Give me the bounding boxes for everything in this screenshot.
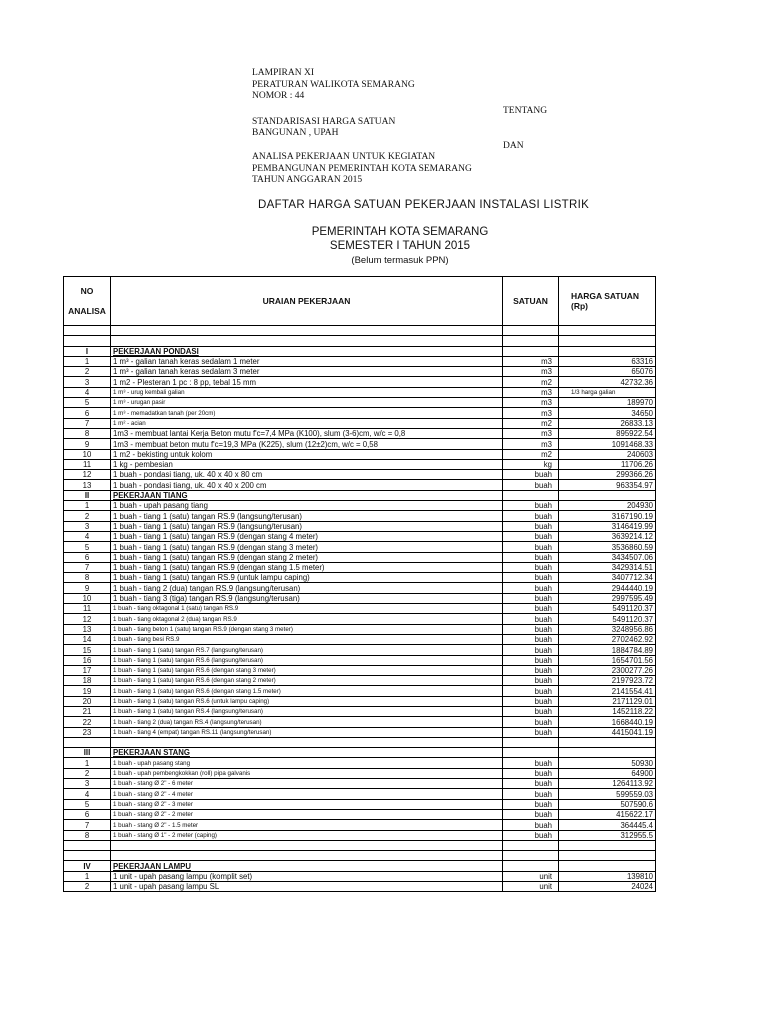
table-row xyxy=(64,439,656,449)
table-row xyxy=(64,686,656,696)
cell-val xyxy=(559,346,656,356)
cell-no: 13 xyxy=(64,624,111,634)
cell-unit: buah xyxy=(503,717,559,727)
cell-no: 17 xyxy=(64,665,111,675)
table-row xyxy=(64,470,656,480)
cell-unit: buah xyxy=(503,758,559,768)
cell-val: 1/3 harga galian xyxy=(559,387,656,397)
cell-desc xyxy=(111,336,503,346)
table-row xyxy=(64,717,656,727)
cell-val: 3536860.59 xyxy=(559,542,656,552)
cell-unit: buah xyxy=(503,593,559,603)
cell-unit: buah xyxy=(503,634,559,644)
cell-no: 15 xyxy=(64,645,111,655)
cell-unit: buah xyxy=(503,830,559,840)
header-line: PERATURAN WALIKOTA SEMARANG xyxy=(252,79,415,90)
cell-unit: m2 xyxy=(503,418,559,428)
cell-desc: PEKERJAAN LAMPU xyxy=(111,861,503,871)
table-row xyxy=(64,387,656,397)
cell-no: 5 xyxy=(64,799,111,809)
header-dan: DAN xyxy=(503,141,524,151)
table-row xyxy=(64,809,656,819)
cell-no: 14 xyxy=(64,634,111,644)
page-title: DAFTAR HARGA SATUAN PEKERJAAN INSTALASI LISTRIK xyxy=(258,199,590,211)
cell-desc: 1 m³ - urug kembali galian xyxy=(111,387,503,397)
cell-desc: 1 buah - tiang 1 (satu) tangan RS.6 (dengan stang 3 meter) xyxy=(111,665,503,675)
header-line: BANGUNAN , UPAH xyxy=(252,128,339,139)
cell-no: 1 xyxy=(64,758,111,768)
cell-no: 2 xyxy=(64,768,111,778)
cell-no: 1 xyxy=(64,356,111,366)
cell-unit: m2 xyxy=(503,449,559,459)
cell-desc: 1 unit - upah pasang lampu (komplit set) xyxy=(111,871,503,881)
cell-desc: 1 buah - tiang 1 (satu) tangan RS.9 (dengan stang 3 meter) xyxy=(111,542,503,552)
cell-unit: m3 xyxy=(503,398,559,408)
table-row xyxy=(64,428,656,438)
cell-unit: buah xyxy=(503,511,559,521)
cell-no: 7 xyxy=(64,562,111,572)
cell-no: 5 xyxy=(64,542,111,552)
cell-no: 10 xyxy=(64,593,111,603)
cell-unit xyxy=(503,748,559,758)
cell-no: 6 xyxy=(64,552,111,562)
cell-val: 2300277.26 xyxy=(559,665,656,675)
cell-unit: buah xyxy=(503,542,559,552)
header-line: LAMPIRAN XI xyxy=(252,68,315,78)
cell-val: 1668440.19 xyxy=(559,717,656,727)
cell-desc: 1 buah - upah pasang tiang xyxy=(111,501,503,511)
cell-val: 204930 xyxy=(559,501,656,511)
table-row xyxy=(64,542,656,552)
header-line: NOMOR : 44 xyxy=(252,91,305,102)
cell-val: 2141554.41 xyxy=(559,686,656,696)
cell-no: 11 xyxy=(64,459,111,469)
cell-unit: buah xyxy=(503,809,559,819)
cell-no: 12 xyxy=(64,614,111,624)
cell-val: 24024 xyxy=(559,882,656,892)
cell-no: 1 xyxy=(64,501,111,511)
table-row xyxy=(64,768,656,778)
cell-val: 65076 xyxy=(559,367,656,377)
cell-desc: 1 buah - tiang 2 (dua) tangan RS.4 (langsung/terusan) xyxy=(111,717,503,727)
cell-unit: buah xyxy=(503,686,559,696)
cell-no xyxy=(64,737,111,747)
cell-desc: 1 buah - upah pembengkokkan (roll) pipa galvanis xyxy=(111,768,503,778)
table-row xyxy=(64,459,656,469)
table-row xyxy=(64,377,656,387)
cell-desc: 1 buah - tiang 1 (satu) tangan RS.6 (untuk lampu caping) xyxy=(111,696,503,706)
cell-desc xyxy=(111,840,503,850)
table-row xyxy=(64,614,656,624)
cell-val xyxy=(559,851,656,861)
section-row xyxy=(64,490,656,500)
cell-desc: 1 buah - tiang 4 (empat) tangan RS.11 (langsung/terusan) xyxy=(111,727,503,737)
cell-unit: m2 xyxy=(503,377,559,387)
cell-unit: m3 xyxy=(503,439,559,449)
table-row xyxy=(64,676,656,686)
cell-val: 1452118.22 xyxy=(559,706,656,716)
table-row xyxy=(64,871,656,881)
cell-unit: buah xyxy=(503,604,559,614)
cell-val: 2702462.92 xyxy=(559,634,656,644)
table-row xyxy=(64,665,656,675)
cell-no: 18 xyxy=(64,676,111,686)
cell-desc: 1 buah - stang Ø 2" - 3 meter xyxy=(111,799,503,809)
table-row xyxy=(64,552,656,562)
cell-val: 364445.4 xyxy=(559,820,656,830)
cell-val: 26833.13 xyxy=(559,418,656,428)
cell-unit: unit xyxy=(503,882,559,892)
cell-no: 10 xyxy=(64,449,111,459)
cell-desc: 1 m³ - urugan pasir xyxy=(111,398,503,408)
cell-desc: 1 buah - tiang 1 (satu) tangan RS.9 (dengan stang 4 meter) xyxy=(111,531,503,541)
cell-desc: 1 buah - stang Ø 1" - 2 meter (caping) xyxy=(111,830,503,840)
table-row xyxy=(64,531,656,541)
cell-val xyxy=(559,737,656,747)
cell-val: 963354.97 xyxy=(559,480,656,490)
cell-val: 3429314.51 xyxy=(559,562,656,572)
table-body xyxy=(64,326,656,892)
header-harga: HARGA SATUAN (Rp) xyxy=(559,277,656,326)
cell-unit: buah xyxy=(503,665,559,675)
header-line: PEMBANGUNAN PEMERINTAH KOTA SEMARANG xyxy=(252,163,472,174)
table-row xyxy=(64,501,656,511)
cell-val: 2171129.01 xyxy=(559,696,656,706)
cell-unit: buah xyxy=(503,727,559,737)
cell-desc: 1 buah - pondasi tiang, uk. 40 x 40 x 80 cm xyxy=(111,470,503,480)
cell-val: 34650 xyxy=(559,408,656,418)
table-header-row xyxy=(64,277,656,326)
cell-desc: 1m3 - membuat lantai Kerja Beton mutu f'c=7,4 MPa (K100), slum (3-6)cm, w/c = 0,8 xyxy=(111,428,503,438)
cell-unit: m3 xyxy=(503,408,559,418)
table-row xyxy=(64,583,656,593)
cell-no: 19 xyxy=(64,686,111,696)
table-row xyxy=(64,830,656,840)
cell-desc: 1 buah - tiang 1 (satu) tangan RS.6 (langsung/terusan) xyxy=(111,655,503,665)
cell-val: 1091468.33 xyxy=(559,439,656,449)
table-row xyxy=(64,727,656,737)
table-row xyxy=(64,706,656,716)
cell-no: 11 xyxy=(64,604,111,614)
cell-no xyxy=(64,851,111,861)
table-row xyxy=(64,645,656,655)
cell-val: 139810 xyxy=(559,871,656,881)
cell-desc xyxy=(111,326,503,336)
table-row xyxy=(64,511,656,521)
table-row xyxy=(64,480,656,490)
cell-no: 4 xyxy=(64,789,111,799)
cell-unit: buah xyxy=(503,706,559,716)
header-no-analisa: NO ANALISA xyxy=(64,277,111,326)
cell-no: 2 xyxy=(64,511,111,521)
cell-no: 12 xyxy=(64,470,111,480)
page-subtitle: PEMERINTAH KOTA SEMARANG xyxy=(311,226,489,238)
cell-unit: m3 xyxy=(503,356,559,366)
cell-val: 507590.6 xyxy=(559,799,656,809)
cell-unit: buah xyxy=(503,655,559,665)
table-row xyxy=(64,356,656,366)
cell-desc: 1 buah - tiang 1 (satu) tangan RS.9 (dengan stang 2 meter) xyxy=(111,552,503,562)
cell-desc: 1 buah - stang Ø 2" - 2 meter xyxy=(111,809,503,819)
cell-unit xyxy=(503,861,559,871)
cell-unit: buah xyxy=(503,521,559,531)
cell-val: 1884784.89 xyxy=(559,645,656,655)
cell-val: 2944440.19 xyxy=(559,583,656,593)
header-line: ANALISA PEKERJAAN UNTUK KEGIATAN xyxy=(252,151,436,162)
table-row xyxy=(64,851,656,861)
cell-no: 4 xyxy=(64,531,111,541)
cell-no: III xyxy=(64,748,111,758)
section-row xyxy=(64,346,656,356)
cell-no: 1 xyxy=(64,871,111,881)
cell-desc: 1 buah - tiang 1 (satu) tangan RS.9 (untuk lampu caping) xyxy=(111,573,503,583)
cell-no: 3 xyxy=(64,779,111,789)
cell-desc: 1 m2 - bekisting untuk kolom xyxy=(111,449,503,459)
table-row xyxy=(64,799,656,809)
cell-val: 415622.17 xyxy=(559,809,656,819)
cell-val xyxy=(559,490,656,500)
table-row xyxy=(64,779,656,789)
cell-no: 23 xyxy=(64,727,111,737)
cell-unit: buah xyxy=(503,789,559,799)
cell-val: 599559.03 xyxy=(559,789,656,799)
cell-val xyxy=(559,861,656,871)
cell-desc xyxy=(111,851,503,861)
cell-unit: buah xyxy=(503,470,559,480)
section-row xyxy=(64,861,656,871)
table-row xyxy=(64,521,656,531)
cell-val xyxy=(559,748,656,758)
cell-desc: 1m3 - membuat beton mutu f'c=19,3 MPa (K225), slum (12±2)cm, w/c = 0,58 xyxy=(111,439,503,449)
cell-no: 13 xyxy=(64,480,111,490)
cell-val: 299366.26 xyxy=(559,470,656,480)
cell-desc: 1 buah - upah pasang stang xyxy=(111,758,503,768)
table-row xyxy=(64,326,656,336)
cell-no: IV xyxy=(64,861,111,871)
cell-desc: 1 m2 - Plesteran 1 pc : 8 pp, tebal 15 mm xyxy=(111,377,503,387)
cell-desc: 1 buah - tiang beton 1 (satu) tangan RS.9 (dengan stang 3 meter) xyxy=(111,624,503,634)
cell-unit: unit xyxy=(503,871,559,881)
cell-unit: buah xyxy=(503,573,559,583)
cell-desc: 1 buah - tiang 1 (satu) tangan RS.9 (langsung/terusan) xyxy=(111,511,503,521)
cell-desc: 1 buah - tiang oktagonal 2 (dua) tangan RS.9 xyxy=(111,614,503,624)
cell-unit xyxy=(503,490,559,500)
cell-desc: PEKERJAAN PONDASI xyxy=(111,346,503,356)
cell-val: 3639214.12 xyxy=(559,531,656,541)
cell-no: 3 xyxy=(64,377,111,387)
cell-val: 64900 xyxy=(559,768,656,778)
cell-desc: 1 buah - tiang besi RS.9 xyxy=(111,634,503,644)
cell-val: 189970 xyxy=(559,398,656,408)
cell-desc: 1 buah - pondasi tiang, uk. 40 x 40 x 200 cm xyxy=(111,480,503,490)
cell-no xyxy=(64,336,111,346)
cell-desc: 1 m² - acian xyxy=(111,418,503,428)
table-row xyxy=(64,789,656,799)
cell-desc: 1 buah - stang Ø 2" - 1.5 meter xyxy=(111,820,503,830)
cell-no: 2 xyxy=(64,367,111,377)
table-row xyxy=(64,398,656,408)
cell-desc: 1 buah - tiang 3 (tiga) tangan RS.9 (langsung/terusan) xyxy=(111,593,503,603)
table-row xyxy=(64,336,656,346)
header-line: STANDARISASI HARGA SATUAN xyxy=(252,116,396,127)
table-row xyxy=(64,758,656,768)
price-table xyxy=(63,276,656,892)
cell-unit xyxy=(503,346,559,356)
cell-val: 11706.26 xyxy=(559,459,656,469)
cell-val: 63316 xyxy=(559,356,656,366)
cell-val xyxy=(559,336,656,346)
cell-unit: buah xyxy=(503,779,559,789)
cell-val xyxy=(559,840,656,850)
cell-no: 7 xyxy=(64,820,111,830)
cell-no: 8 xyxy=(64,830,111,840)
cell-unit xyxy=(503,840,559,850)
cell-unit: buah xyxy=(503,676,559,686)
header-satuan: SATUAN xyxy=(503,277,559,326)
cell-unit: buah xyxy=(503,531,559,541)
cell-no: 4 xyxy=(64,387,111,397)
header-tentang: TENTANG xyxy=(503,106,548,116)
cell-desc: PEKERJAAN TIANG xyxy=(111,490,503,500)
cell-desc: 1 buah - tiang 1 (satu) tangan RS.9 (langsung/terusan) xyxy=(111,521,503,531)
cell-unit: buah xyxy=(503,624,559,634)
header-block xyxy=(252,68,572,187)
section-row xyxy=(64,748,656,758)
cell-desc: 1 buah - tiang oktagonal 1 (satu) tangan RS.9 xyxy=(111,604,503,614)
cell-unit: buah xyxy=(503,696,559,706)
cell-desc: PEKERJAAN STANG xyxy=(111,748,503,758)
table-row xyxy=(64,882,656,892)
cell-unit: m3 xyxy=(503,367,559,377)
cell-no: 6 xyxy=(64,408,111,418)
cell-desc: 1 buah - tiang 1 (satu) tangan RS.7 (langsung/terusan) xyxy=(111,645,503,655)
table-row xyxy=(64,840,656,850)
cell-val: 3167190.19 xyxy=(559,511,656,521)
cell-no: 6 xyxy=(64,809,111,819)
cell-desc: 1 kg - pembesian xyxy=(111,459,503,469)
cell-no: II xyxy=(64,490,111,500)
cell-unit: buah xyxy=(503,501,559,511)
table-row xyxy=(64,449,656,459)
table-row xyxy=(64,604,656,614)
cell-desc: 1 buah - stang Ø 2" - 4 meter xyxy=(111,789,503,799)
table-row xyxy=(64,634,656,644)
cell-unit: buah xyxy=(503,820,559,830)
cell-unit: buah xyxy=(503,768,559,778)
table-row xyxy=(64,418,656,428)
cell-desc: 1 unit - upah pasang lampu SL xyxy=(111,882,503,892)
header-line: TAHUN ANGGARAN 2015 xyxy=(252,175,363,186)
page-note: (Belum termasuk PPN) xyxy=(351,255,449,266)
table-row xyxy=(64,624,656,634)
table-row xyxy=(64,820,656,830)
cell-val: 2197923.72 xyxy=(559,676,656,686)
table-row xyxy=(64,408,656,418)
cell-val: 4415041.19 xyxy=(559,727,656,737)
cell-no: 21 xyxy=(64,706,111,716)
cell-desc xyxy=(111,737,503,747)
cell-unit: buah xyxy=(503,552,559,562)
cell-unit: buah xyxy=(503,799,559,809)
cell-no: 5 xyxy=(64,398,111,408)
cell-no: 8 xyxy=(64,573,111,583)
cell-unit xyxy=(503,326,559,336)
cell-val: 3434507.06 xyxy=(559,552,656,562)
cell-no: 3 xyxy=(64,521,111,531)
cell-val: 1264113.92 xyxy=(559,779,656,789)
table-row xyxy=(64,655,656,665)
cell-unit xyxy=(503,737,559,747)
cell-no: 8 xyxy=(64,428,111,438)
table-row xyxy=(64,593,656,603)
table-row xyxy=(64,562,656,572)
cell-val: 240603 xyxy=(559,449,656,459)
cell-val: 2997595.49 xyxy=(559,593,656,603)
cell-no: 16 xyxy=(64,655,111,665)
cell-val xyxy=(559,326,656,336)
cell-desc: 1 buah - tiang 1 (satu) tangan RS.6 (dengan stang 2 meter) xyxy=(111,676,503,686)
cell-val: 1654701.56 xyxy=(559,655,656,665)
cell-desc: 1 buah - tiang 1 (satu) tangan RS.6 (dengan stang 1.5 meter) xyxy=(111,686,503,696)
cell-val: 3248956.86 xyxy=(559,624,656,634)
cell-val: 50930 xyxy=(559,758,656,768)
cell-unit: m3 xyxy=(503,428,559,438)
cell-unit: m3 xyxy=(503,387,559,397)
page-subtitle-semester: SEMESTER I TAHUN 2015 xyxy=(329,240,471,252)
cell-desc: 1 buah - tiang 1 (satu) tangan RS.9 (dengan stang 1.5 meter) xyxy=(111,562,503,572)
cell-unit: buah xyxy=(503,480,559,490)
cell-desc: 1 m³ - memadatkan tanah (per 20cm) xyxy=(111,408,503,418)
table-row xyxy=(64,696,656,706)
cell-unit: kg xyxy=(503,459,559,469)
cell-unit: buah xyxy=(503,562,559,572)
cell-desc: 1 m³ - galian tanah keras sedalam 1 meter xyxy=(111,356,503,366)
cell-no xyxy=(64,326,111,336)
cell-desc: 1 buah - tiang 2 (dua) tangan RS.9 (langsung/terusan) xyxy=(111,583,503,593)
cell-val: 895922.54 xyxy=(559,428,656,438)
cell-no xyxy=(64,840,111,850)
table-row xyxy=(64,573,656,583)
header-uraian: URAIAN PEKERJAAN xyxy=(111,277,503,326)
cell-no: 9 xyxy=(64,439,111,449)
cell-unit: buah xyxy=(503,614,559,624)
cell-val: 5491120.37 xyxy=(559,604,656,614)
cell-desc: 1 buah - stang Ø 2" - 6 meter xyxy=(111,779,503,789)
cell-no: 7 xyxy=(64,418,111,428)
table-row xyxy=(64,367,656,377)
cell-desc: 1 buah - tiang 1 (satu) tangan RS.4 (langsung/terusan) xyxy=(111,706,503,716)
cell-unit xyxy=(503,336,559,346)
cell-no: I xyxy=(64,346,111,356)
table-row xyxy=(64,737,656,747)
cell-unit: buah xyxy=(503,645,559,655)
cell-val: 312955.5 xyxy=(559,830,656,840)
cell-val: 3407712.34 xyxy=(559,573,656,583)
cell-unit xyxy=(503,851,559,861)
cell-no: 20 xyxy=(64,696,111,706)
cell-unit: buah xyxy=(503,583,559,593)
cell-val: 42732.36 xyxy=(559,377,656,387)
cell-no: 9 xyxy=(64,583,111,593)
cell-val: 3146419.99 xyxy=(559,521,656,531)
cell-no: 22 xyxy=(64,717,111,727)
cell-val: 5491120.37 xyxy=(559,614,656,624)
cell-desc: 1 m³ - galian tanah keras sedalam 3 meter xyxy=(111,367,503,377)
cell-no: 2 xyxy=(64,882,111,892)
